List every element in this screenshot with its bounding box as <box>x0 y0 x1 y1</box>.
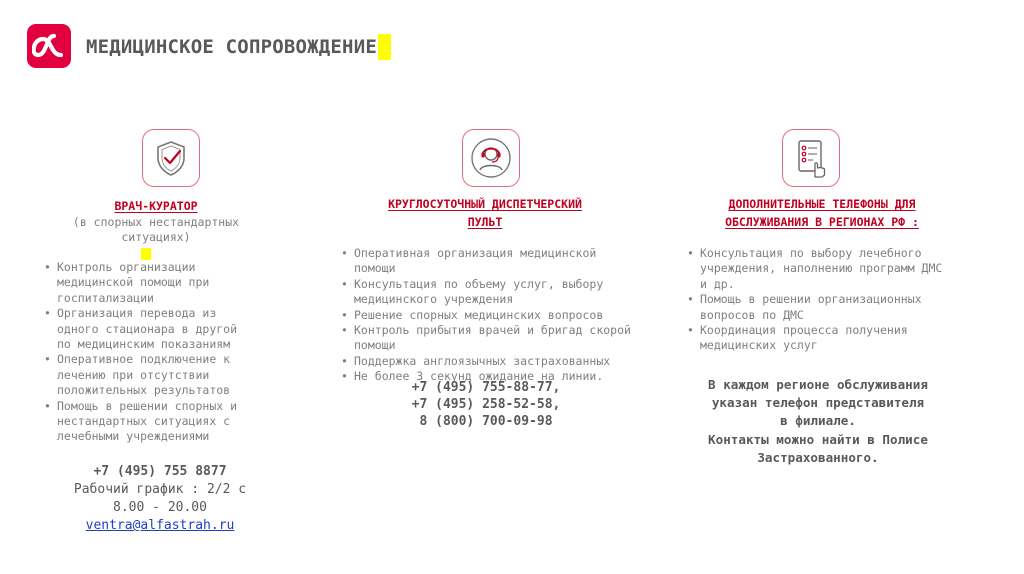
regions-note-line5: Застрахованного. <box>757 449 879 465</box>
list-item: • Организация перевода из одного стационара в другой по медицинским показаниям <box>43 306 255 352</box>
list-item: • Поддержка англоязычных застрахованных <box>340 354 632 369</box>
curator-column <box>43 197 269 445</box>
highlight-marker <box>378 34 391 60</box>
list-item: • Оперативное подключение к лечению при отсутствии положительных результатов <box>43 352 255 398</box>
list-item: • Помощь в решении организационных вопросов по ДМС <box>686 292 954 323</box>
curator-schedule-line1: Рабочий график : 2/2 с <box>73 482 247 497</box>
checklist-icon-box <box>782 129 840 187</box>
list-item: • Контроль прибытия врачей и бригад скорой помощи <box>340 323 632 354</box>
shield-check-icon <box>151 138 191 178</box>
curator-subtitle-line1: (в спорных нестандартных <box>72 215 240 229</box>
page-title-wrap <box>86 34 391 60</box>
highlight-marker-small <box>141 248 151 260</box>
list-item: • Координация процесса получения медицинских услуг <box>686 323 954 354</box>
alfa-logo <box>27 24 71 68</box>
dispatch-phones <box>366 379 606 431</box>
regions-note-line2: указан телефон представителя <box>711 395 925 411</box>
list-item: • Консультация по объему услуг, выбору медицинского учреждения <box>340 277 632 308</box>
list-item: • Оперативная организация медицинской помощи <box>340 246 632 277</box>
dispatch-heading-line1: КРУГЛОСУТОЧНЫЙ ДИСПЕТЧЕРСКИЙ <box>388 197 582 211</box>
curator-contacts <box>40 463 280 535</box>
dispatch-phone-1: +7 (495) 755-88-77, <box>411 380 561 395</box>
curator-subtitle-line2: ситуациях) <box>121 230 191 244</box>
dispatch-bullet-list <box>340 246 632 385</box>
curator-schedule-line2: 8.00 - 20.00 <box>113 500 207 515</box>
regions-heading-line1: ДОПОЛНИТЕЛЬНЫЕ ТЕЛЕФОНЫ ДЛЯ <box>728 197 916 211</box>
list-item: • Решение спорных медицинских вопросов <box>340 308 632 323</box>
regions-note-line4: Контакты можно найти в Полисе <box>708 431 928 447</box>
list-item: • Помощь в решении спорных и нестандартных ситуациях с лечебными учреждениями <box>43 399 255 445</box>
checklist-hand-icon <box>791 137 831 179</box>
curator-email-link[interactable]: ventra@alfastrah.ru <box>85 518 235 533</box>
curator-phone: +7 (495) 755 8877 <box>93 464 227 479</box>
regions-note <box>680 376 956 467</box>
dispatch-heading-line2: ПУЛЬТ <box>467 215 503 229</box>
page-title: МЕДИЦИНСКОЕ СОПРОВОЖДЕНИЕ <box>86 36 377 58</box>
dispatch-phone-3: 8 (800) 700-09-98 <box>419 414 553 430</box>
curator-bullet-list <box>43 260 255 445</box>
regions-bullet-list <box>686 246 954 354</box>
curator-heading: ВРАЧ-КУРАТОР <box>114 199 198 213</box>
regions-note-line3: в филиале. <box>780 413 856 429</box>
regions-heading-line2: ОБСЛУЖИВАНИЯ В РЕГИОНАХ РФ : <box>725 215 919 229</box>
shield-icon-box <box>142 129 200 187</box>
regions-column <box>686 195 958 354</box>
regions-note-line1: В каждом регионе обслуживания <box>708 377 928 392</box>
dispatch-column <box>340 195 640 385</box>
list-item: • Контроль организации медицинской помощи при госпитализации <box>43 260 255 306</box>
list-item: • Консультация по выбору лечебного учреждения, наполнению программ ДМС и др. <box>686 246 954 292</box>
alpha-logo-icon <box>32 31 66 61</box>
operator-icon-box <box>462 129 520 187</box>
list-item: • Не более 3 секунд ожидание на линии. <box>340 369 632 384</box>
operator-headset-icon <box>470 137 512 179</box>
dispatch-phone-2: +7 (495) 258-52-58, <box>411 397 561 413</box>
